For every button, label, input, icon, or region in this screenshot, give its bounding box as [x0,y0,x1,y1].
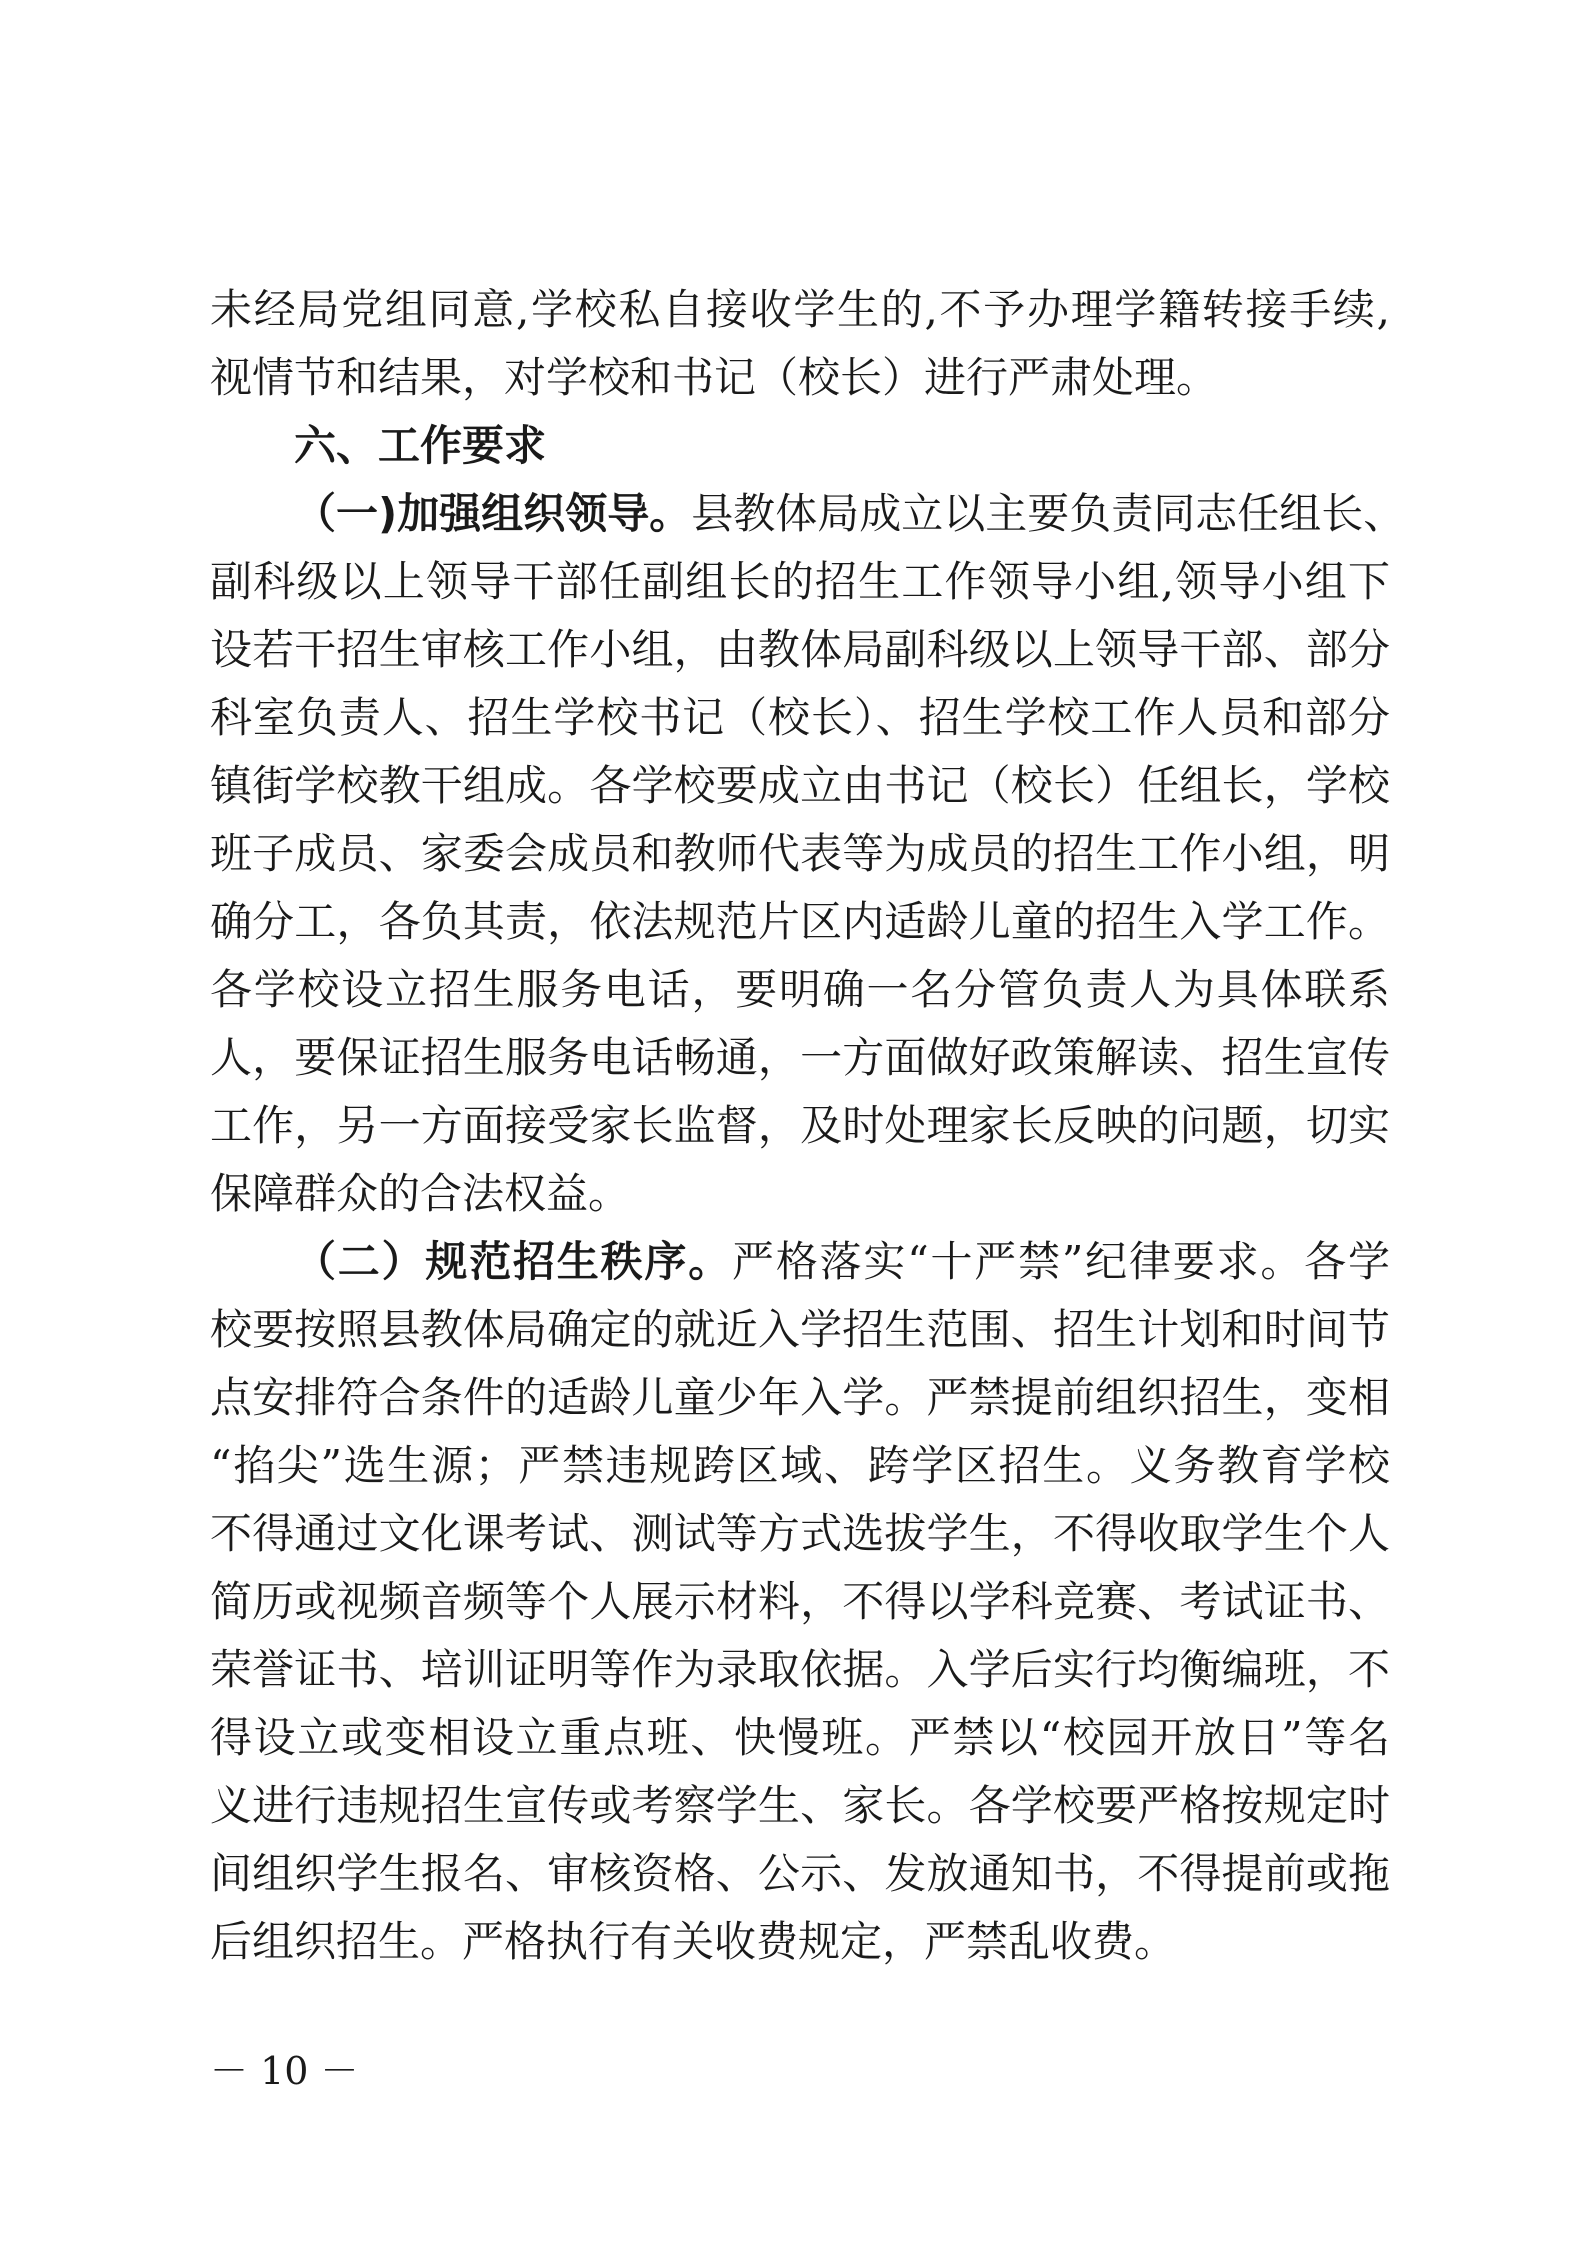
body-line: 镇街学校教干组成。各学校要成立由书记（校长）任组长，学校 [210,761,1390,810]
body-line: 后组织招生。严格执行有关收费规定，严禁乱收费。 [210,1917,1177,1966]
page-number: － 10 － [210,2049,359,2093]
body-line: 视情节和结果，对学校和书记（校长）进行严肃处理。 [210,353,1219,402]
body-line: 保障群众的合法权益。 [210,1169,631,1218]
body-line: 副科级以上领导干部任副组长的招生工作领导小组,领导小组下 [210,557,1390,606]
body-text: 县教体局成立以主要负责同志任组长、 [691,489,1406,538]
section-heading: 六、工作要求 [294,421,547,470]
subsection-title: （二）规范招生秩序。 [294,1237,733,1286]
body-line: 工作，另一方面接受家长监督，及时处理家长反映的问题，切实 [210,1101,1390,1150]
body-line: 各学校设立招生服务电话，要明确一名分管负责人为具体联系 [210,965,1390,1014]
subsection-title: （一)加强组织领导。 [294,489,692,538]
body-line: 荣誉证书、培训证明等作为录取依据。入学后实行均衡编班，不 [210,1645,1390,1694]
body-line: “掐尖”选生源；严禁违规跨区域、跨学区招生。义务教育学校 [210,1441,1390,1490]
body-line: 校要按照县教体局确定的就近入学招生范围、招生计划和时间节 [210,1305,1390,1354]
body-line: 点安排符合条件的适龄儿童少年入学。严禁提前组织招生，变相 [210,1373,1390,1422]
body-line: 设若干招生审核工作小组，由教体局副科级以上领导干部、部分 [210,625,1390,674]
body-line: 间组织学生报名、审核资格、公示、发放通知书，不得提前或拖 [210,1849,1390,1898]
body-line: 不得通过文化课考试、测试等方式选拔学生，不得收取学生个人 [210,1509,1390,1558]
body-line: 确分工，各负其责，依法规范片区内适龄儿童的招生入学工作。 [210,897,1390,946]
body-text: 严格落实“十严禁”纪律要求。各学 [732,1237,1390,1286]
body-line: 科室负责人、招生学校书记（校长）、招生学校工作人员和部分 [210,693,1390,742]
body-line: 班子成员、家委会成员和教师代表等为成员的招生工作小组，明 [210,829,1390,878]
body-line: 未经局党组同意,学校私自接收学生的,不予办理学籍转接手续, [210,285,1390,334]
body-line: 人，要保证招生服务电话畅通，一方面做好政策解读、招生宣传 [210,1033,1390,1082]
body-line: 义进行违规招生宣传或考察学生、家长。各学校要严格按规定时 [210,1781,1390,1830]
subsection-first-line [294,1230,1390,1294]
body-line: 简历或视频音频等个人展示材料，不得以学科竞赛、考试证书、 [210,1577,1390,1626]
subsection-first-line [294,482,1406,546]
body-line: 得设立或变相设立重点班、快慢班。严禁以“校园开放日”等名 [210,1713,1390,1762]
